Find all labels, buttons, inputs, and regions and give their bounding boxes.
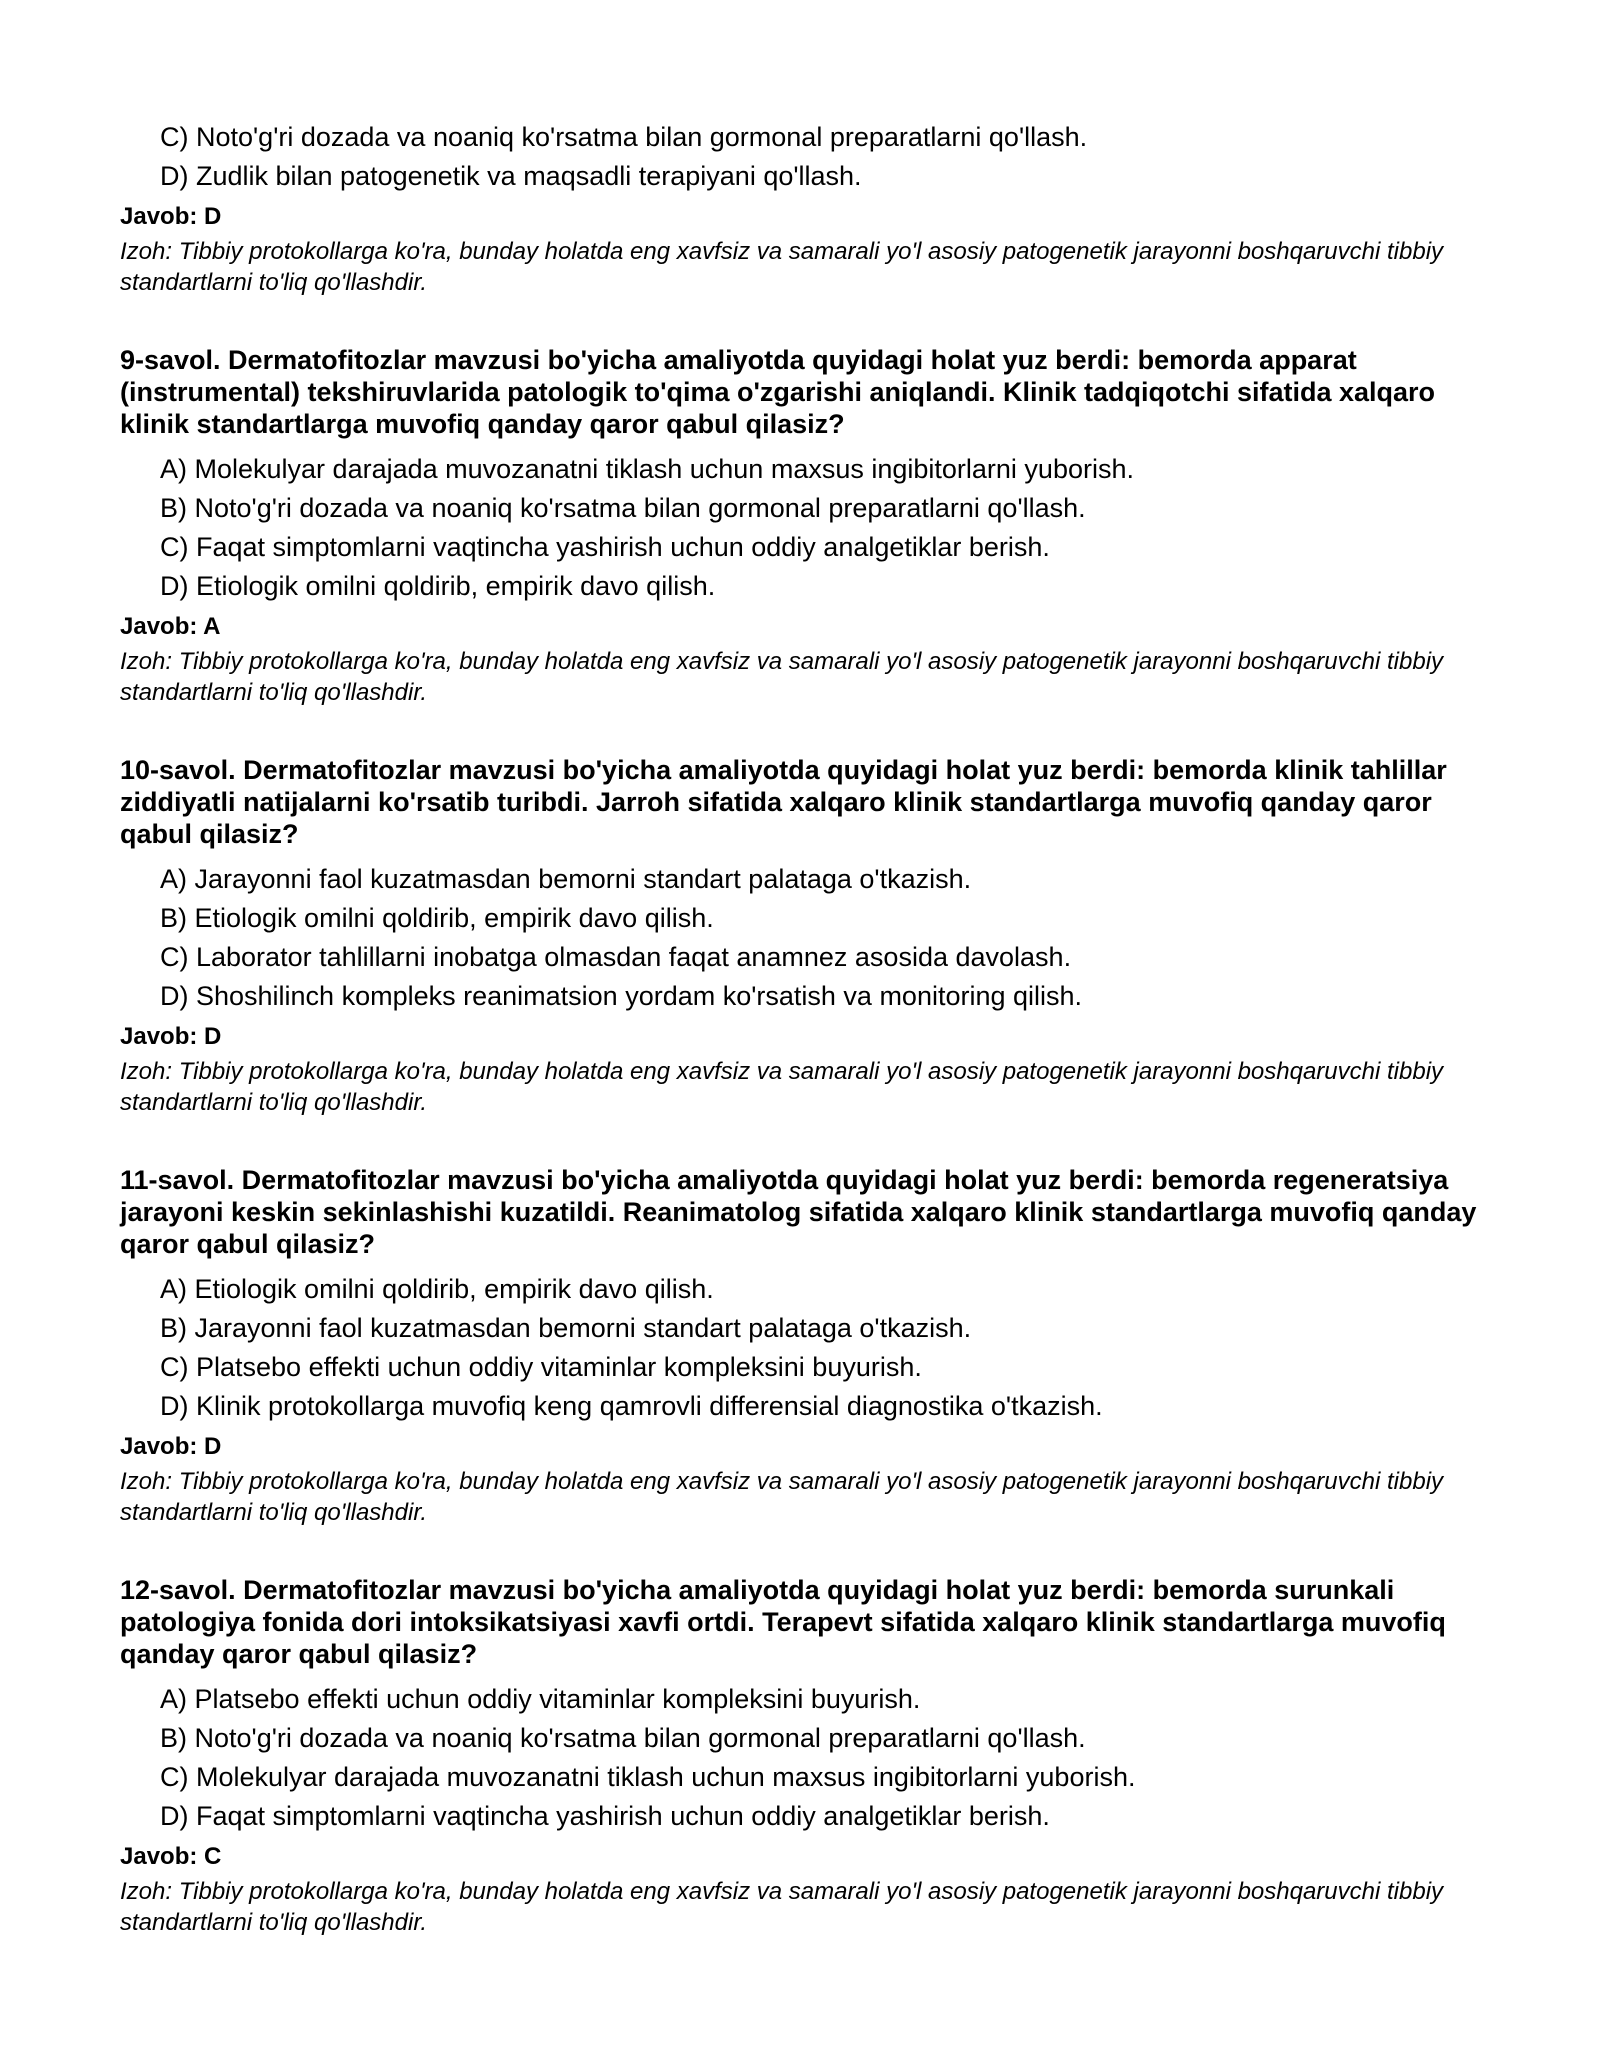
explanation-note: Izoh: Tibbiy protokollarga ko'ra, bunday holatda eng xavfsiz va samarali yo'l asosiy patogenetik jarayonni boshqaruvchi tibbiy standartlarni to'liq qo'llashdir. [120,1468,1444,1526]
option-d: D) Shoshilinch kompleks reanimatsion yordam ko'rsatish va monitoring qilish. [160,981,1083,1011]
explanation-note: Izoh: Tibbiy protokollarga ko'ra, bunday holatda eng xavfsiz va samarali yo'l asosiy patogenetik jarayonni boshqaruvchi tibbiy standartlarni to'liq qo'llashdir. [120,648,1444,706]
option-b: B) Noto'g'ri dozada va noaniq ko'rsatma bilan gormonal preparatlarni qo'llash. [160,1723,1086,1753]
option-d: D) Faqat simptomlarni vaqtincha yashirish uchun oddiy analgetiklar berish. [160,1801,1050,1831]
options-list [120,1680,1500,1836]
question-block-9 [120,344,1500,708]
options-list [120,450,1500,606]
question-text: 12-savol. Dermatofitozlar mavzusi bo'yicha amaliyotda quyidagi holat yuz berdi: bemorda surunkali patologiya fonida dori intoksikatsiyasi xavfi ortdi. Terapevt sifatida xalqaro klinik standartlarga muvofiq qanday qaror qabul qilasiz? [120,1575,1446,1669]
option-a: A) Jarayonni faol kuzatmasdan bemorni standart palataga o'tkazish. [160,864,972,894]
document-page [120,118,1500,1938]
option-c: C) Noto'g'ri dozada va noaniq ko'rsatma bilan gormonal preparatlarni qo'llash. [160,122,1088,152]
question-text: 11-savol. Dermatofitozlar mavzusi bo'yicha amaliyotda quyidagi holat yuz berdi: bemorda regeneratsiya jarayoni keskin sekinlashishi kuzatildi. Reanimatolog sifatida xalqaro klinik standartlarga muvofiq qanday qaror qabul qilasiz? [120,1165,1477,1259]
option-c: C) Laborator tahlillarni inobatga olmasdan faqat anamnez asosida davolash. [160,942,1072,972]
option-c: C) Faqat simptomlarni vaqtincha yashirish uchun oddiy analgetiklar berish. [160,532,1050,562]
question-text: 10-savol. Dermatofitozlar mavzusi bo'yicha amaliyotda quyidagi holat yuz berdi: bemorda klinik tahlillar ziddiyatli natijalarni ko'rsatib turibdi. Jarroh sifatida xalqaro klinik standartlarga muvofiq qanday qaror qabul qilasiz? [120,755,1447,849]
option-c: C) Molekulyar darajada muvozanatni tiklash uchun maxsus ingibitorlarni yuborish. [160,1762,1136,1792]
explanation-note: Izoh: Tibbiy protokollarga ko'ra, bunday holatda eng xavfsiz va samarali yo'l asosiy patogenetik jarayonni boshqaruvchi tibbiy standartlarni to'liq qo'llashdir. [120,1878,1444,1936]
option-b: B) Noto'g'ri dozada va noaniq ko'rsatma bilan gormonal preparatlarni qo'llash. [160,493,1086,523]
option-a: A) Platsebo effekti uchun oddiy vitaminlar kompleksini buyurish. [160,1684,921,1714]
explanation-note: Izoh: Tibbiy protokollarga ko'ra, bunday holatda eng xavfsiz va samarali yo'l asosiy patogenetik jarayonni boshqaruvchi tibbiy standartlarni to'liq qo'llashdir. [120,1058,1444,1116]
explanation-note: Izoh: Tibbiy protokollarga ko'ra, bunday holatda eng xavfsiz va samarali yo'l asosiy patogenetik jarayonni boshqaruvchi tibbiy standartlarni to'liq qo'llashdir. [120,238,1444,296]
answer: Javob: C [120,1843,222,1870]
option-d: D) Klinik protokollarga muvofiq keng qamrovli differensial diagnostika o'tkazish. [160,1391,1103,1421]
options-list [120,860,1500,1016]
question-block-11 [120,1164,1500,1528]
answer: Javob: D [120,1023,222,1050]
options-list [120,1270,1500,1426]
option-c: C) Platsebo effekti uchun oddiy vitaminlar kompleksini buyurish. [160,1352,922,1382]
answer: Javob: A [120,613,221,640]
options-list [120,118,1500,196]
option-a: A) Molekulyar darajada muvozanatni tiklash uchun maxsus ingibitorlarni yuborish. [160,454,1134,484]
question-block-10 [120,754,1500,1118]
answer: Javob: D [120,203,222,230]
question-text: 9-savol. Dermatofitozlar mavzusi bo'yicha amaliyotda quyidagi holat yuz berdi: bemorda apparat (instrumental) tekshiruvlarida patologik to'qima o'zgarishi aniqlandi. Klinik tadqiqotchi sifatida xalqaro klinik standartlarga muvofiq qanday qaror qabul qilasiz? [120,345,1436,439]
question-block-12 [120,1574,1500,1938]
option-b: B) Etiologik omilni qoldirib, empirik davo qilish. [160,903,714,933]
option-a: A) Etiologik omilni qoldirib, empirik davo qilish. [160,1274,714,1304]
option-d: D) Etiologik omilni qoldirib, empirik davo qilish. [160,571,716,601]
answer: Javob: D [120,1433,222,1460]
question-block-8-continued [120,118,1500,298]
option-d: D) Zudlik bilan patogenetik va maqsadli terapiyani qo'llash. [160,161,862,191]
option-b: B) Jarayonni faol kuzatmasdan bemorni standart palataga o'tkazish. [160,1313,972,1343]
